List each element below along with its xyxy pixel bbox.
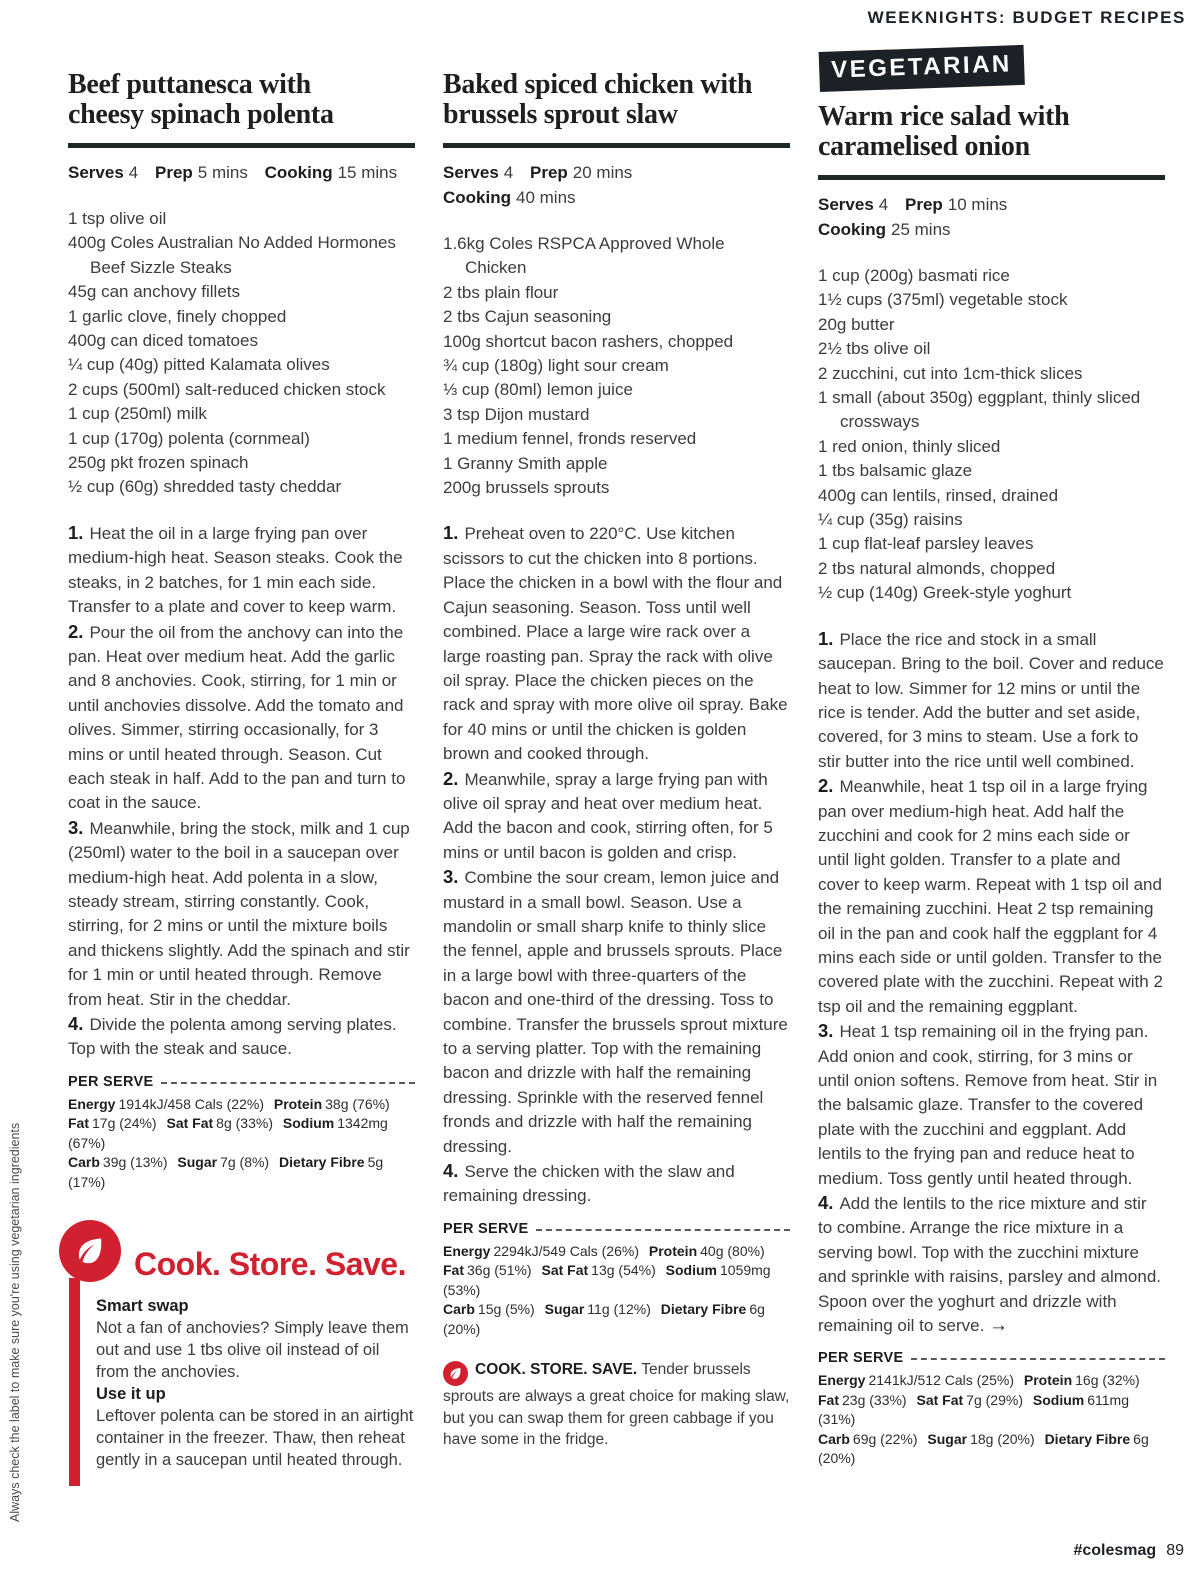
nutrition-label: Sat Fat [166,1115,214,1132]
meta-value: 20 mins [572,163,633,182]
nutrition-panel [818,1371,1165,1469]
meta-value: 10 mins [947,195,1008,214]
nutrition-line [443,1242,790,1262]
meta-label: Serves [443,163,499,182]
nutrition-label: Carb [68,1154,100,1171]
ingredient-line: 1 medium fennel, fronds reserved [443,429,697,449]
recipe-title-line: Baked spiced chicken with [443,69,753,100]
method-steps [68,521,415,1062]
nutrition-value: 2294kJ/549 Cals (26%) [493,1242,639,1259]
nutrition-value: 7g (29%) [966,1391,1023,1408]
method-steps [818,627,1165,1339]
ingredient-line: 400g Coles Australian No Added Hormones Beef Sizzle Steaks [68,233,396,277]
nutrition-label: Protein [273,1095,323,1112]
method-steps [443,521,790,1208]
ingredient-list [68,207,415,500]
meta-label: Prep [154,163,193,182]
vegetarian-badge: VEGETARIAN [819,45,1025,92]
meta-value: 4 [503,163,514,182]
meta-value: 5 mins [197,163,248,182]
nutrition-label: Carb [818,1430,850,1447]
recipe-title-line: Warm rice salad with [818,101,1070,132]
recipe-column-baked-chicken [443,70,790,1451]
method-step [818,1191,1165,1338]
meta-value: 4 [128,163,139,182]
recipe-title [443,70,790,130]
recipe-meta [443,160,790,185]
recipe-meta [443,185,790,210]
step-number: 1. [68,521,84,543]
page-number: 89 [1166,1542,1184,1559]
ingredient-line: 1 tsp olive oil [68,209,167,228]
method-step [443,521,790,766]
ingredient-line: 1 small (about 350g) eggplant, thinly sliced crossways [818,388,1141,432]
nutrition-value: 1059mg (53%) [443,1262,771,1298]
nutrition-value: 36g (51%) [467,1262,532,1279]
ingredient-line: 1 red onion, thinly sliced [818,436,1001,456]
step-number: 2. [68,620,84,642]
page-header: WEEKNIGHTS: BUDGET RECIPES [867,8,1186,27]
nutrition-value: 5g (17%) [68,1154,384,1190]
nutrition-value: 17g (24%) [92,1115,157,1132]
ingredient-line: 100g shortcut bacon rashers, chopped [443,331,734,351]
meta-value: 15 mins [337,163,398,182]
dashed-rule [536,1229,790,1231]
step-text: Meanwhile, bring the stock, milk and 1 cup (250ml) water to the boil in a saucepan over medium-high heat. Add polenta in a slow, steady stream, stirring constantly. Cook, stirring, for 2 mins or until the mixture boils and thickens slightly. Add the spinach and stir for 1 min or until heated through. Remove from heat. Stir in the cheddar. [68,818,410,1009]
ingredient-line: 1½ cups (375ml) vegetable stock [818,290,1068,310]
nutrition-value: 2141kJ/512 Cals (25%) [868,1372,1014,1389]
method-step [68,521,415,620]
recipe-column-warm-rice-salad [818,50,1165,1469]
cook-store-save-heading: Cook. Store. Save. [134,1246,406,1283]
nutrition-label: Sodium [282,1115,335,1132]
method-step [818,1019,1165,1191]
ingredient-line: 1.6kg Coles RSPCA Approved Whole Chicken [443,234,725,278]
dashed-rule [161,1082,415,1084]
meta-value: 4 [878,195,889,214]
step-text: Add the lentils to the rice mixture and stir to combine. Arrange the rice mixture in a serving bowl. Top with the zucchini mixture and sprinkle with raisins, parsley and almond. Spoon over the yoghurt and drizzle with remaining oil to serve. [818,1194,1162,1336]
nutrition-value: 8g (33%) [216,1115,273,1132]
ingredient-line: ¼ cup (40g) pitted Kalamata olives [68,355,330,375]
meta-value: 40 mins [516,188,576,207]
cook-store-save-block [68,1220,415,1490]
nutrition-label: Carb [443,1301,475,1318]
meta-label: Serves [818,195,874,214]
nutrition-label: Dietary Fibre [660,1301,747,1318]
stem-bar [69,1278,80,1486]
nutrition-label: Dietary Fibre [279,1154,365,1171]
page-footer [1073,1542,1184,1560]
per-serve-label: PER SERVE [68,1073,154,1090]
ingredient-line: 1 Granny Smith apple [443,453,608,473]
tip-body [96,1295,415,1471]
method-step [443,767,790,866]
recipe-title-line: caramelised onion [818,131,1030,162]
recipe-column-beef-puttanesca [68,70,415,1490]
ingredient-line: 1 cup flat-leaf parsley leaves [818,534,1034,554]
leaf-badge-small [443,1361,468,1386]
step-number: 3. [818,1020,834,1042]
ingredient-line: ½ cup (140g) Greek-style yoghurt [818,583,1072,603]
ingredient-line: 2 cups (500ml) salt-reduced chicken stock [68,379,386,399]
nutrition-line [443,1261,790,1300]
per-serve-header [818,1350,1165,1366]
recipe-title [68,70,415,130]
magazine-hashtag: #colesmag [1073,1542,1157,1559]
cook-store-save-tip [443,1359,790,1451]
meta-label: Cooking [443,188,511,207]
nutrition-label: Sugar [544,1301,585,1318]
ingredient-line: 45g can anchovy fillets [68,282,240,302]
step-number: 3. [443,866,459,888]
step-text: Meanwhile, spray a large frying pan with olive oil spray and heat over medium heat. Add the bacon and cook, stirring often, for 5 mins or until bacon is golden and crisp. [443,769,773,862]
step-text: Divide the polenta among serving plates. Top with the steak and sauce. [68,1015,397,1059]
nutrition-label: Sodium [665,1262,717,1279]
nutrition-value: 69g (22%) [852,1430,918,1447]
method-step [68,1012,415,1062]
nutrition-label: Protein [1023,1372,1073,1389]
per-serve-header [443,1221,790,1237]
nutrition-value: 6g (20%) [818,1430,1149,1467]
ingredient-line: 200g brussels sprouts [443,478,610,498]
nutrition-value: 6g (20%) [443,1301,765,1337]
ingredient-line: 2½ tbs olive oil [818,339,931,359]
ingredient-line: 2 tbs plain flour [443,282,559,302]
nutrition-label: Sugar [927,1430,968,1447]
nutrition-line [68,1153,415,1192]
ingredient-line: 1 cup (250ml) milk [68,404,207,424]
nutrition-line [443,1300,790,1339]
ingredient-list [818,264,1165,606]
recipe-meta [68,160,415,185]
recipe-title-line: cheesy spinach polenta [68,99,334,130]
ingredient-line: 400g can lentils, rinsed, drained [818,485,1059,505]
ingredient-line: 1 cup (200g) basmati rice [818,266,1010,285]
nutrition-value: 40g (80%) [700,1242,765,1259]
nutrition-line [68,1114,415,1153]
ingredient-line: 2 zucchini, cut into 1cm-thick slices [818,363,1083,383]
nutrition-value: 38g (76%) [325,1095,390,1112]
step-text: Combine the sour cream, lemon juice and mustard in a small bowl. Season. Use a mandolin or small sharp knife to thinly slice the fennel, apple and brussels sprouts. Place in a large bowl with three-quarters of the bacon and one-third of the dressing. Toss to combine. Transfer the brussels sprout mixture to a serving platter. Top with the remaining bacon and drizzle with half the remaining dressing. Sprinkle with the reserved fennel fronds and drizzle with half the remaining dressing. [443,868,788,1156]
ingredient-line: 1 tbs balsamic glaze [818,461,973,481]
tip-text: Leftover polenta can be stored in an airtight container in the freezer. Thaw, then reheat gently in a saucepan until heated through. [96,1407,414,1470]
ingredient-line: 2 tbs natural almonds, chopped [818,558,1056,578]
ingredient-line: ¼ cup (35g) raisins [818,510,963,530]
nutrition-value: 13g (54%) [591,1262,656,1279]
leaf-badge [59,1220,121,1282]
nutrition-value: 611mg (31%) [818,1391,1129,1428]
ingredient-line: 400g can diced tomatoes [68,331,258,351]
nutrition-value: 15g (5%) [477,1301,535,1318]
meta-label: Cooking [264,163,333,182]
nutrition-label: Sugar [177,1154,218,1171]
nutrition-value: 39g (13%) [102,1154,168,1171]
nutrition-label: Fat [443,1262,464,1279]
ingredient-line: ¾ cup (180g) light sour cream [443,356,669,376]
method-step [443,1159,790,1209]
continue-arrow-icon: → [989,1315,1009,1337]
step-text: Heat the oil in a large frying pan over medium-high heat. Season steaks. Cook the steaks, in 2 batches, for 1 min each side. Transfer to a plate and cover to keep warm. [68,523,403,617]
method-step [68,816,415,1012]
per-serve-label: PER SERVE [818,1350,904,1367]
nutrition-value: 18g (20%) [970,1430,1035,1447]
nutrition-label: Energy [818,1372,866,1389]
title-rule [443,143,790,148]
meta-label: Prep [529,163,568,182]
step-number: 3. [68,816,84,838]
nutrition-label: Sat Fat [541,1262,589,1279]
nutrition-label: Dietary Fibre [1044,1430,1131,1447]
step-number: 4. [443,1160,459,1182]
recipe-title-line: brussels sprout slaw [443,99,678,130]
nutrition-label: Energy [443,1242,491,1259]
ingredient-list [443,232,790,500]
recipe-title [818,102,1165,162]
step-text: Serve the chicken with the slaw and remaining dressing. [443,1162,735,1206]
title-rule [68,143,415,148]
nutrition-label: Fat [818,1391,839,1408]
step-number: 1. [818,627,834,649]
meta-label: Prep [904,195,943,214]
step-number: 4. [68,1013,84,1034]
tip-subhead: Use it up [96,1385,166,1404]
step-number: 2. [443,767,459,789]
nutrition-value: 23g (33%) [842,1391,907,1408]
vegetarian-label-note: Always check the label to make sure you're using vegetarian ingredients [8,1122,22,1522]
ingredient-line: ½ cup (60g) shredded tasty cheddar [68,477,342,497]
nutrition-line [68,1095,415,1115]
step-text: Heat 1 tsp remaining oil in the frying pan. Add onion and cook, stirring, for 3 mins or until onion softens. Remove from heat. Stir in the balsamic glaze. Transfer to the covered plate with the zucchini and eggplant. Add lentils to the frying pan and reduce heat to medium. Toss gently until heated through. [818,1022,1158,1188]
tip-subhead: Smart swap [96,1297,189,1316]
step-text: Pour the oil from the anchovy can into the pan. Heat over medium heat. Add the garlic and 8 anchovies. Cook, stirring, for 1 min or until anchovies dissolve. Add the tomato and olives. Simmer, stirring occasionally, for 3 mins or until heated through. Season. Cut each steak in half. Add to the pan and turn to coat in the sauce. [68,622,406,813]
per-serve-header [68,1074,415,1090]
method-step [443,865,790,1159]
ingredient-line: 3 tsp Dijon mustard [443,404,590,424]
nutrition-value: 7g (8%) [220,1154,270,1171]
leaf-icon [448,1366,463,1381]
title-rule [818,175,1165,180]
nutrition-label: Sodium [1032,1391,1085,1408]
meta-label: Serves [68,163,124,182]
ingredient-line: ⅓ cup (80ml) lemon juice [443,380,633,400]
meta-value: 25 mins [891,220,951,239]
tip-text: Not a fan of anchovies? Simply leave them out and use 1 tbs olive oil instead of oil from the anchovies. [96,1319,409,1382]
method-step [818,774,1165,1019]
method-step [818,627,1165,774]
ingredient-line: 1 garlic clove, finely chopped [68,306,287,326]
meta-label: Cooking [818,220,886,239]
recipe-meta [818,217,1165,242]
nutrition-line [818,1430,1165,1469]
step-text: Place the rice and stock in a small saucepan. Bring to the boil. Cover and reduce heat to low. Simmer for 12 mins or until the rice is tender. Add the butter and set aside, covered, for 3 mins to steam. Use a fork to stir butter into the rice until well combined. [818,629,1164,771]
step-number: 1. [443,522,459,544]
nutrition-panel [68,1095,415,1193]
nutrition-value: 11g (12%) [587,1301,651,1318]
step-text: Meanwhile, heat 1 tsp oil in a large frying pan over medium-high heat. Add half the zucchini and cook for 2 mins each side or until light golden. Transfer to a plate and cover to keep warm. Repeat with 1 tsp oil and the remaining zucchini. Heat 2 tsp remaining oil in the pan and cook half the eggplant for 4 mins each side or until golden. Transfer to the covered plate with the zucchini. Repeat with 2 tsp oil and the remaining eggplant. [818,777,1163,1016]
step-number: 2. [818,775,834,797]
nutrition-label: Sat Fat [916,1391,964,1408]
leaf-icon [73,1234,107,1268]
nutrition-label: Energy [68,1095,116,1112]
step-number: 4. [818,1192,834,1214]
nutrition-label: Fat [68,1115,89,1132]
nutrition-value: 16g (32%) [1075,1372,1140,1389]
ingredient-line: 20g butter [818,314,895,334]
tip-text: Tender brussels sprouts are always a great choice for making slaw, but you can swap them for green cabbage if you have some in the fridge. [443,1361,790,1449]
nutrition-line [818,1371,1165,1391]
step-text: Preheat oven to 220°C. Use kitchen scissors to cut the chicken into 8 portions. Place the chicken in a bowl with the flour and Cajun seasoning. Season. Toss until well combined. Place a large wire rack over a large roasting pan. Spray the rack with olive oil spray. Place the chicken pieces on the rack and spray with more olive oil spray. Bake for 40 mins or until the chicken is golden brown and cooked through. [443,524,788,764]
nutrition-value: 1342mg (67%) [68,1115,388,1151]
dashed-rule [911,1358,1165,1360]
nutrition-value: 1914kJ/458 Cals (22%) [118,1095,264,1112]
recipe-title-line: Beef puttanesca with [68,69,311,100]
nutrition-label: Protein [648,1242,698,1259]
nutrition-panel [443,1242,790,1340]
ingredient-line: 250g pkt frozen spinach [68,453,249,473]
nutrition-line [818,1391,1165,1430]
tip-label: COOK. STORE. SAVE. [475,1361,638,1379]
per-serve-label: PER SERVE [443,1220,529,1237]
ingredient-line: 1 cup (170g) polenta (cornmeal) [68,428,310,448]
recipe-meta [818,192,1165,217]
ingredient-line: 2 tbs Cajun seasoning [443,307,612,327]
method-step [68,620,415,816]
